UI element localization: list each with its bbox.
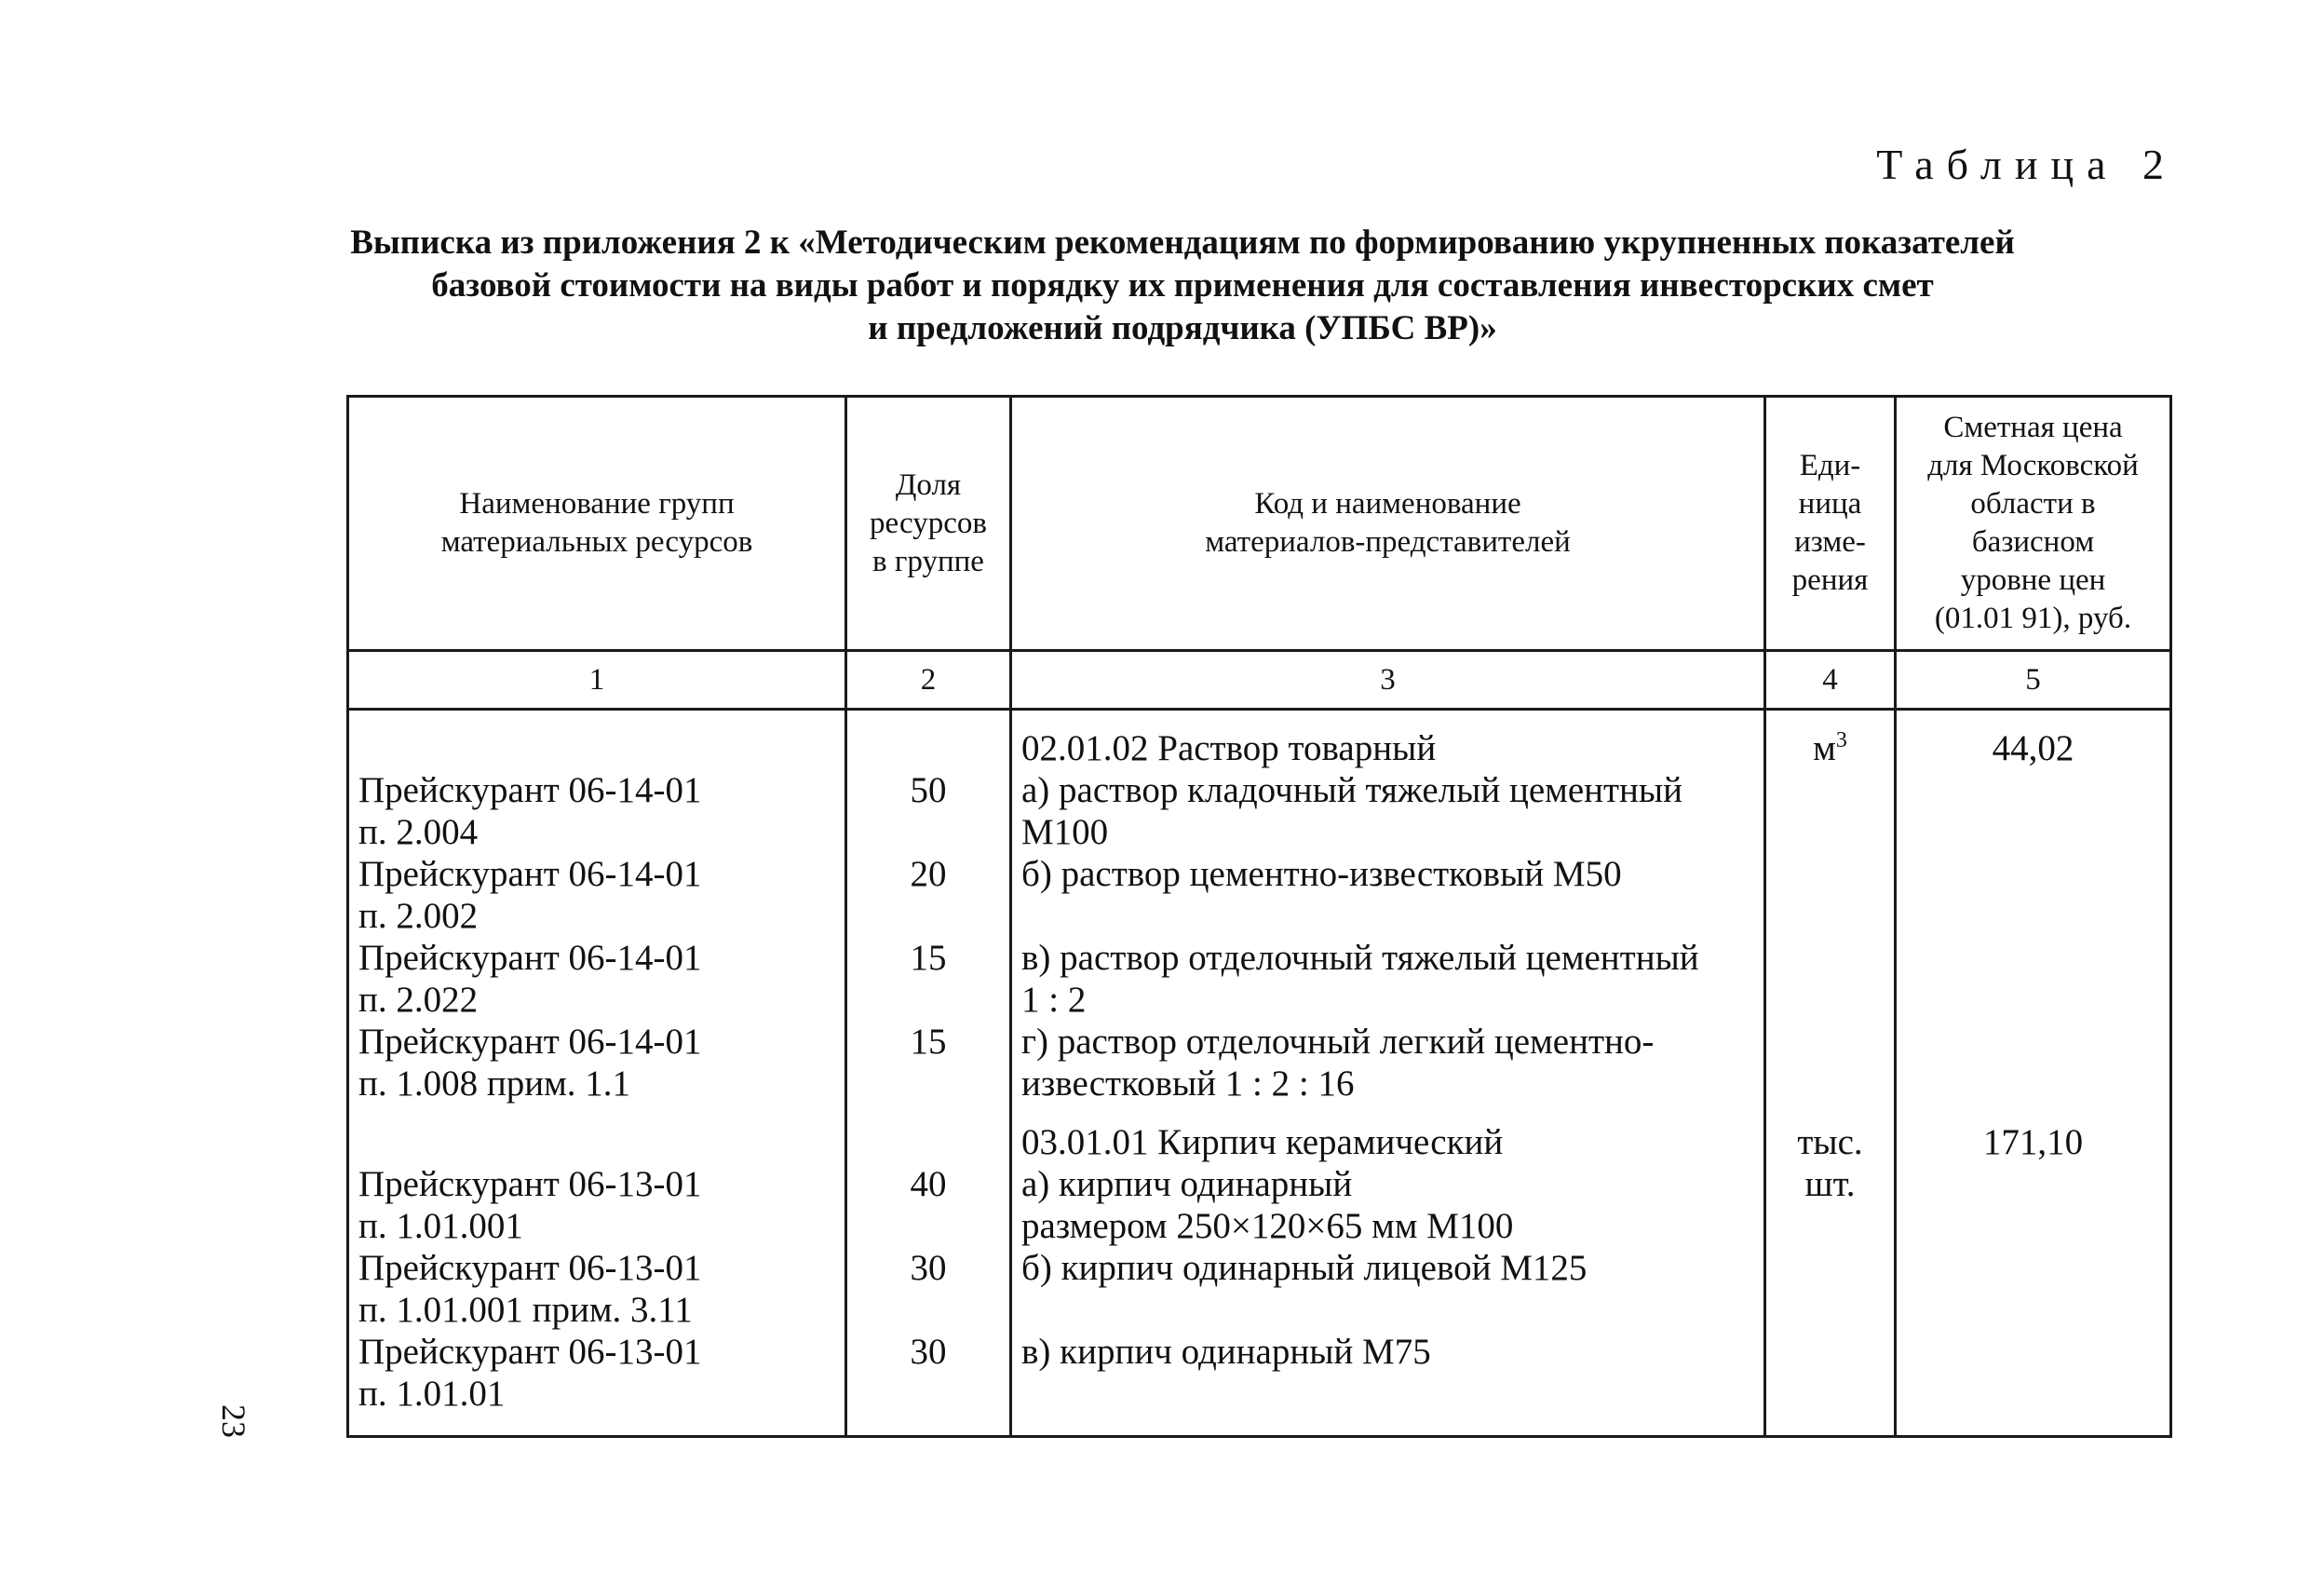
title-line: Выписка из приложения 2 к «Методическим рекомендациям по формированию укрупненных показателей [350, 224, 2015, 262]
source-line: п. 2.002 [358, 896, 479, 936]
source-line: п. 1.01.001 [358, 1206, 523, 1246]
source-line: Прейскурант 06-13-01 [358, 1248, 702, 1288]
material-line: 1 : 2 [1021, 980, 1087, 1020]
title-line: базовой стоимости на виды работ и порядку их применения для составления инвесторских смет [431, 266, 1934, 305]
header-material: Код и наименование материалов-представителей [1011, 397, 1765, 651]
share-value: 15 [910, 1022, 947, 1062]
source-line: п. 1.01.001 прим. 3.11 [358, 1290, 693, 1330]
header-row [348, 397, 2171, 651]
materials-table [346, 395, 2172, 1438]
document-title [279, 222, 2086, 350]
share-value: 30 [910, 1332, 947, 1372]
unit-value: шт. [1804, 1164, 1856, 1204]
price-value: 44,02 [1992, 728, 2074, 768]
column-number: 5 [1896, 651, 2171, 710]
material-line: б) кирпич одинарный лицевой М125 [1021, 1248, 1588, 1288]
table-label: Таблица 2 [1876, 141, 2177, 188]
price-value: 171,10 [1982, 1122, 2084, 1162]
title-line: и предложений подрядчика (УПБС ВР)» [868, 309, 1497, 347]
share-value: 30 [910, 1248, 947, 1288]
source-line: п. 2.022 [358, 980, 479, 1020]
share-value: 20 [910, 854, 947, 894]
unit-value: тыс. [1797, 1122, 1863, 1162]
share-value: 40 [910, 1164, 947, 1204]
column-number: 2 [846, 651, 1011, 710]
header-unit: Еди- ница изме- рения [1765, 397, 1896, 651]
source-line: Прейскурант 06-14-01 [358, 770, 702, 810]
prices-cell [1896, 710, 2171, 1437]
material-line: размером 250×120×65 мм М100 [1021, 1206, 1514, 1246]
source-line: Прейскурант 06-14-01 [358, 854, 702, 894]
source-line: п. 2.004 [358, 812, 479, 852]
source-line: Прейскурант 06-13-01 [358, 1164, 702, 1204]
source-line: Прейскурант 06-14-01 [358, 1022, 702, 1062]
source-line: п. 1.008 прим. 1.1 [358, 1064, 631, 1104]
source-line: Прейскурант 06-13-01 [358, 1332, 702, 1372]
group-code-line: 02.01.02 Раствор товарный [1021, 728, 1437, 768]
materials-cell [1011, 710, 1765, 1437]
material-line: г) раствор отделочный легкий цементно- [1021, 1022, 1655, 1062]
share-value: 15 [910, 938, 947, 978]
material-line: в) раствор отделочный тяжелый цементный [1021, 938, 1699, 978]
share-value: 50 [910, 770, 947, 810]
table-body-row [348, 710, 2171, 1437]
units-cell [1765, 710, 1896, 1437]
column-number-row [348, 651, 2171, 710]
shares-cell [846, 710, 1011, 1437]
material-line: а) раствор кладочный тяжелый цементный [1021, 770, 1682, 810]
group-code-line: 03.01.01 Кирпич керамический [1021, 1122, 1504, 1162]
material-line: известковый 1 : 2 : 16 [1021, 1064, 1355, 1104]
material-line: б) раствор цементно-известковый М50 [1021, 854, 1622, 894]
source-line: Прейскурант 06-14-01 [358, 938, 702, 978]
header-group-name: Наименование групп материальных ресурсов [348, 397, 846, 651]
source-line: п. 1.01.01 [358, 1374, 506, 1414]
page-number: 23 [215, 1404, 252, 1438]
material-line: а) кирпич одинарный [1021, 1164, 1353, 1204]
unit-value: $м^3$ [1813, 728, 1847, 768]
column-number: 1 [348, 651, 846, 710]
sources-cell [348, 710, 846, 1437]
column-number: 4 [1765, 651, 1896, 710]
header-share: Доля ресурсов в группе [846, 397, 1011, 651]
header-price: Сметная цена для Московской области в базисном уровне цен (01.01 91), руб. [1896, 397, 2171, 651]
column-number: 3 [1011, 651, 1765, 710]
material-line: М100 [1021, 812, 1109, 852]
material-line: в) кирпич одинарный М75 [1021, 1332, 1431, 1372]
